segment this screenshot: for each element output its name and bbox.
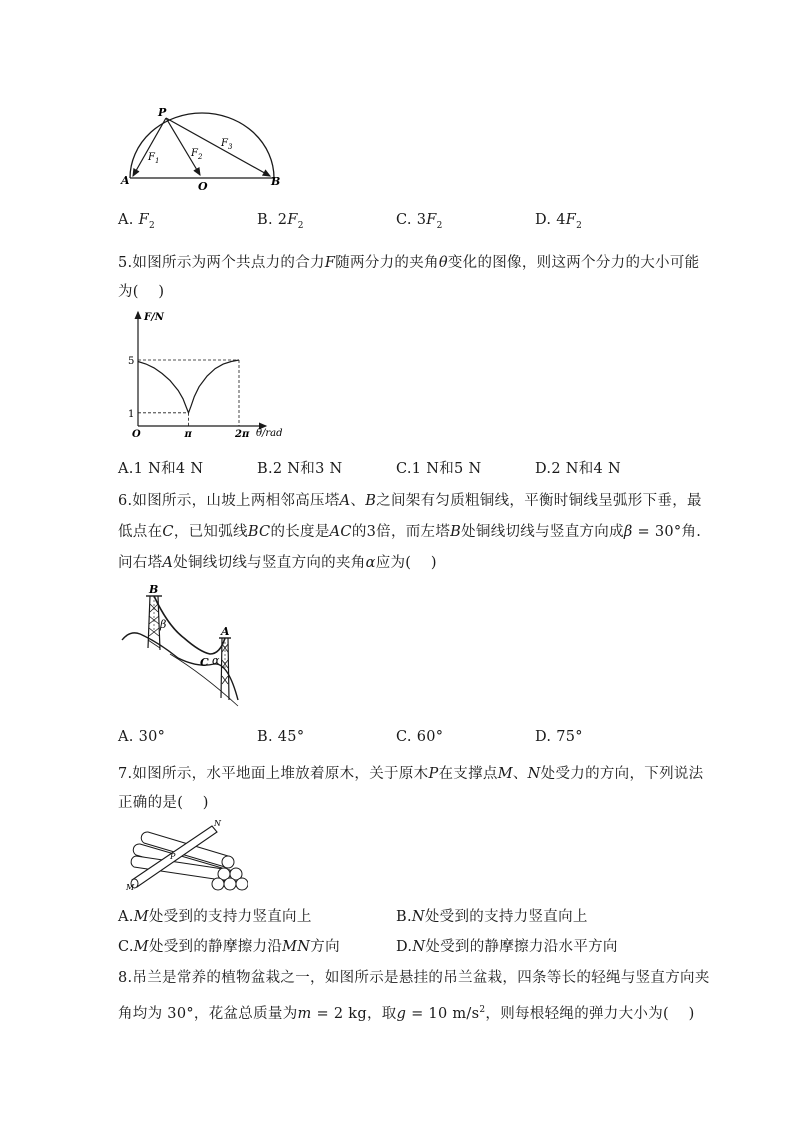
log-end-5 [212,878,224,890]
y-tick-label-1: 5 [128,356,135,367]
log-end-1 [222,856,234,868]
q6-option-c[interactable]: C. 60° [396,729,444,745]
x-tick-label-0: O [132,429,141,440]
semicircle-arc [130,113,274,178]
q7-option-d[interactable]: D.N处受到的静摩擦力沿水平方向 [396,939,618,955]
q8-stem-line2: 角均为 30°，花盆总质量为m = 2 kg，取g = 10 $m/s^2$，则每根轻绳的弹力大小为( ) [118,1005,695,1022]
point-N-label: N [214,819,221,828]
force-F2-arrow [166,118,200,175]
point-P-label: P [158,106,167,119]
force-F3-label: $F_3$ [221,138,233,151]
x-tick-label-1: π [184,429,192,440]
angle-beta-label: β [160,618,167,631]
point-B-label: B [271,175,281,188]
y-axis-label: F/N [144,312,164,323]
q5-option-c[interactable]: C.1 N和5 N [396,461,482,477]
q4-option-d[interactable]: D. $4F_2$ [535,212,583,231]
log-end-4 [224,878,236,890]
q5-option-a[interactable]: A.1 N和4 N [118,461,204,477]
q6-stem-line3: 问右塔A处铜线切线与竖直方向的夹角α应为( ) [118,555,437,571]
q6-option-d[interactable]: D. 75° [535,729,583,745]
q5-stem-line2: 为( ) [118,284,165,300]
figure-semicircle-forces [118,104,288,194]
series-F-line [138,360,239,413]
log-P-label: P [170,852,176,861]
q6-stem-line1: 6.如图所示，山坡上两相邻高压塔A、B之间架有匀质粗铜线，平衡时铜线呈弧形下垂，最 [118,493,702,509]
q4-option-a[interactable]: A. $F_2$ [118,212,155,231]
q5-option-b[interactable]: B.2 N和3 N [257,461,343,477]
q6-option-b[interactable]: B. 45° [257,729,305,745]
force-F1-label: $F_1$ [148,152,160,165]
chart-force-vs-angle [118,306,298,442]
figure-power-towers [118,582,248,712]
angle-alpha-label: α [212,654,220,667]
q5-stem-line1: 5.如图所示为两个共点力的合力F随两分力的夹角θ变化的图像，则这两个分力的大小可能 [118,255,700,271]
y-tick-label-0: 1 [128,408,135,420]
q7-option-b[interactable]: B.N处受到的支持力竖直向上 [396,909,588,925]
x-axis-label: θ/rad [256,428,283,439]
x-tick-label-2: 2π [235,429,250,440]
tower-A-label: A [221,625,230,638]
point-C-label: C [200,656,209,669]
q4-option-c[interactable]: C. $3F_2$ [396,212,443,231]
point-O-label: O [198,180,208,193]
point-A-label: A [121,174,130,187]
tower-B-label: B [149,583,159,596]
log-end-6 [236,878,248,890]
q7-option-c[interactable]: C.M处受到的静摩擦力沿MN方向 [118,939,340,955]
q8-stem-line1: 8.吊兰是常养的植物盆栽之一，如图所示是悬挂的吊兰盆栽，四条等长的轻绳与竖直方向夹 [118,970,710,986]
force-F3-arrow [166,118,270,176]
q6-option-a[interactable]: A. 30° [118,729,166,745]
figure-stacked-logs [118,818,248,892]
force-F2-label: $F_2$ [191,148,203,161]
q4-option-b[interactable]: B. $2F_2$ [257,212,304,231]
q7-option-a[interactable]: A.M处受到的支持力竖直向上 [118,909,312,925]
q5-option-d[interactable]: D.2 N和4 N [535,461,621,477]
point-M-label: M [126,883,135,892]
q7-stem-line2: 正确的是( ) [118,795,209,811]
q7-stem-line1: 7.如图所示，水平地面上堆放着原木，关于原木P在支撑点M、N处受力的方向，下列说法 [118,766,704,782]
q6-stem-line2: 低点在C，已知弧线BC的长度是AC的3倍，而左塔B处铜线切线与竖直方向成β = 30°角. [118,524,702,540]
